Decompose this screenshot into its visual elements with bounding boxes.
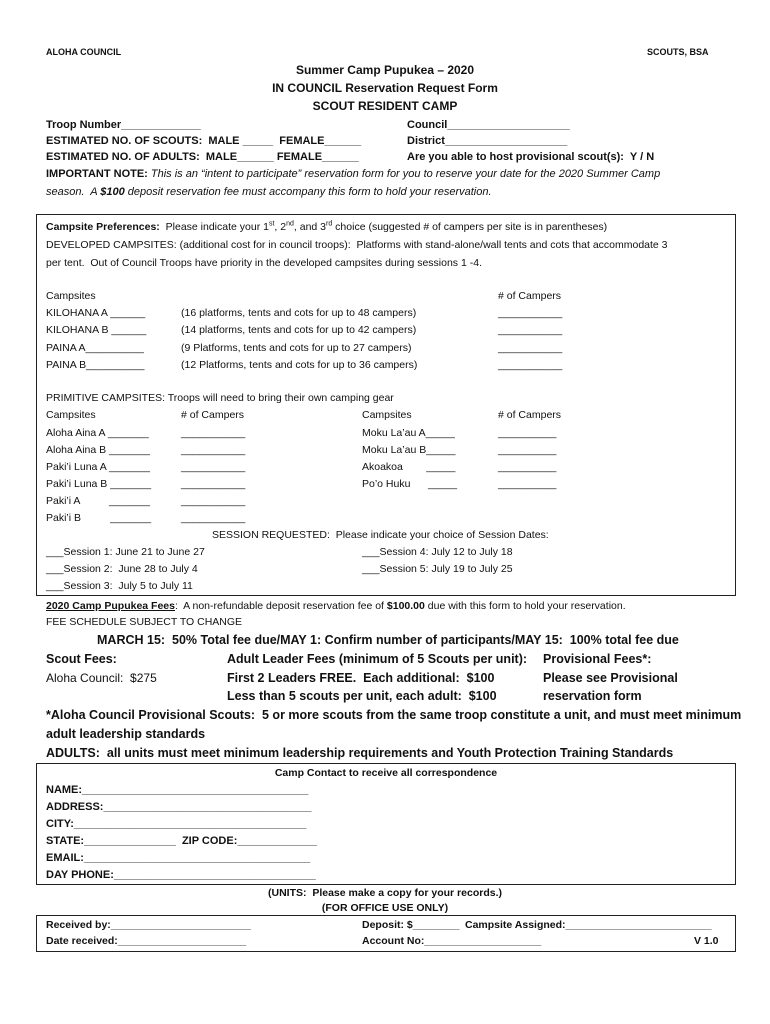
account-no-field[interactable]: Account No:____________________ bbox=[362, 935, 542, 947]
primitive-site-name[interactable]: Moku La’au A_____ bbox=[362, 427, 455, 439]
session-option[interactable]: ___Session 2: June 28 to July 4 bbox=[46, 563, 198, 575]
primitive-campsites-col: Campsites bbox=[46, 409, 96, 421]
version-label: V 1.0 bbox=[694, 935, 719, 947]
header-right: SCOUTS, BSA bbox=[647, 47, 709, 57]
developed-site-name[interactable]: PAINA A__________ bbox=[46, 342, 144, 354]
developed-site-desc: (12 Platforms, tents and cots for up to 36 campers) bbox=[181, 359, 418, 371]
office-use-label: (FOR OFFICE USE ONLY) bbox=[321, 902, 449, 914]
contact-name-field[interactable]: NAME:_____________________________________ bbox=[46, 784, 309, 796]
session-option[interactable]: ___Session 4: July 12 to July 18 bbox=[362, 546, 513, 558]
primitive-site-name[interactable]: Paki’i A _______ bbox=[46, 495, 150, 507]
fee-schedule-note: FEE SCHEDULE SUBJECT TO CHANGE bbox=[46, 616, 243, 628]
primitive-site-name[interactable]: Akoakoa _____ bbox=[362, 461, 456, 473]
primitive-site-campers[interactable]: ___________ bbox=[181, 495, 246, 507]
campers-header: # of Campers bbox=[498, 290, 562, 302]
primitive-site-name[interactable]: Paki’i Luna A _______ bbox=[46, 461, 150, 473]
session-requested-header: SESSION REQUESTED: Please indicate your choice of Session Dates: bbox=[212, 529, 549, 541]
primitive-site-name[interactable]: Moku La’au B_____ bbox=[362, 444, 456, 456]
primitive-site-campers[interactable]: __________ bbox=[498, 427, 557, 439]
primitive-campers-col: # of Campers bbox=[181, 409, 245, 421]
council-field[interactable]: Council____________________ bbox=[407, 119, 570, 131]
primitive-site-name[interactable]: Po’o Huku _____ bbox=[362, 478, 458, 490]
adult-fees-header: Adult Leader Fees (minimum of 5 Scouts per unit): bbox=[227, 652, 528, 666]
primitive-site-campers[interactable]: ___________ bbox=[181, 461, 246, 473]
district-field[interactable]: District____________________ bbox=[407, 135, 568, 147]
estimated-adults-field[interactable]: ESTIMATED NO. OF ADULTS: MALE______ FEMALE______ bbox=[46, 151, 359, 163]
fee-deadlines: MARCH 15: 50% Total fee due/MAY 1: Confirm number of participants/MAY 15: 100% total fee due bbox=[97, 633, 679, 647]
primitive-site-campers[interactable]: __________ bbox=[498, 478, 557, 490]
session-option[interactable]: ___Session 5: July 19 to July 25 bbox=[362, 563, 513, 575]
primitive-site-name[interactable]: Aloha Aina B _______ bbox=[46, 444, 150, 456]
contact-phone-field[interactable]: DAY PHONE:_________________________________ bbox=[46, 869, 316, 881]
received-by-field[interactable]: Received by:________________________ bbox=[46, 919, 251, 931]
provisional-scouts-field[interactable]: Are you able to host provisional scout(s): Y / N bbox=[407, 151, 655, 163]
form-subtitle: IN COUNCIL Reservation Request Form bbox=[272, 81, 498, 95]
primitive-campsites-col2: Campsites bbox=[362, 409, 412, 421]
developed-site-name[interactable]: PAINA B__________ bbox=[46, 359, 145, 371]
developed-site-desc: (14 platforms, tents and cots for up to 42 campers) bbox=[181, 324, 417, 336]
troop-number-field[interactable]: Troop Number_____________ bbox=[46, 119, 201, 131]
primitive-site-name[interactable]: Paki’i Luna B _______ bbox=[46, 478, 152, 490]
primitive-site-campers[interactable]: ___________ bbox=[181, 444, 246, 456]
contact-city-field[interactable]: CITY:______________________________________ bbox=[46, 818, 307, 830]
provisional-fees-header: Provisional Fees*: bbox=[543, 652, 652, 666]
primitive-site-campers[interactable]: __________ bbox=[498, 444, 557, 456]
primitive-campers-col2: # of Campers bbox=[498, 409, 562, 421]
primitive-site-name[interactable]: Paki’i B _______ bbox=[46, 512, 152, 524]
developed-site-desc: (16 platforms, tents and cots for up to 48 campers) bbox=[181, 307, 417, 319]
contact-state-zip-field[interactable]: STATE:_______________ ZIP CODE:_____________ bbox=[46, 835, 317, 847]
campsites-header: Campsites bbox=[46, 290, 96, 302]
important-note-label: IMPORTANT NOTE: bbox=[46, 168, 148, 180]
important-note-line1: IMPORTANT NOTE: This is an “intent to participate” reservation form for you to reserve your date for the 2020 Summer Camp bbox=[46, 168, 661, 180]
provisional-fee-line2: reservation form bbox=[543, 689, 642, 703]
session-option[interactable]: ___Session 1: June 21 to June 27 bbox=[46, 546, 205, 558]
form-title: Summer Camp Pupukea – 2020 bbox=[295, 63, 475, 77]
form-camp-type: SCOUT RESIDENT CAMP bbox=[312, 99, 458, 113]
provisional-fee-line1: Please see Provisional bbox=[543, 671, 678, 685]
developed-site-campers[interactable]: ___________ bbox=[498, 324, 563, 336]
camp-fees-label: 2020 Camp Pupukea Fees bbox=[46, 600, 175, 612]
developed-campsites-desc: DEVELOPED CAMPSITES: (additional cost for in council troops): Platforms with stand-alone/wall tents and cots that accommodate 3 bbox=[46, 239, 668, 251]
provisional-note: *Aloha Council Provisional Scouts: 5 or more scouts from the same troop constitute a unit, and must meet minimum bbox=[46, 708, 742, 722]
primitive-site-campers[interactable]: __________ bbox=[498, 461, 557, 473]
units-copy-note: (UNITS: Please make a copy for your records.) bbox=[268, 887, 502, 899]
adult-fee-line2: Less than 5 scouts per unit, each adult: $100 bbox=[227, 689, 497, 703]
session-option[interactable]: ___Session 3: July 5 to July 11 bbox=[46, 580, 193, 592]
adults-requirement-note: ADULTS: all units must meet minimum leadership requirements and Youth Protection Training Standards bbox=[46, 746, 674, 760]
camp-fees-line: 2020 Camp Pupukea Fees: A non-refundable deposit reservation fee of $100.00 due with this form to hold your reservation. bbox=[46, 600, 626, 612]
aloha-council-fee: Aloha Council: $275 bbox=[46, 671, 157, 685]
deposit-field[interactable]: Deposit: $________ bbox=[362, 919, 460, 931]
developed-site-name[interactable]: KILOHANA A ______ bbox=[46, 307, 146, 319]
primitive-site-name[interactable]: Aloha Aina A _______ bbox=[46, 427, 149, 439]
important-note-line2: season. A $100 deposit reservation fee must accompany this form to hold your reservation. bbox=[46, 186, 492, 198]
primitive-campsites-header: PRIMITIVE CAMPSITES: Troops will need to bring their own camping gear bbox=[46, 392, 394, 404]
provisional-note-cont: adult leadership standards bbox=[46, 727, 206, 741]
contact-title: Camp Contact to receive all correspondence bbox=[274, 767, 498, 779]
estimated-scouts-field[interactable]: ESTIMATED NO. OF SCOUTS: MALE _____ FEMALE______ bbox=[46, 135, 362, 147]
campsite-assigned-field[interactable]: Campsite Assigned:_________________________ bbox=[465, 919, 712, 931]
developed-site-desc: (9 Platforms, tents and cots for up to 27 campers) bbox=[181, 342, 412, 354]
header-left: ALOHA COUNCIL bbox=[46, 47, 122, 57]
date-received-field[interactable]: Date received:______________________ bbox=[46, 935, 247, 947]
developed-campsites-desc2: per tent. Out of Council Troops have priority in the developed campsites during sessions 1 -4. bbox=[46, 257, 482, 269]
developed-site-campers[interactable]: ___________ bbox=[498, 342, 563, 354]
developed-site-name[interactable]: KILOHANA B ______ bbox=[46, 324, 147, 336]
primitive-site-campers[interactable]: ___________ bbox=[181, 427, 246, 439]
developed-site-campers[interactable]: ___________ bbox=[498, 359, 563, 371]
primitive-site-campers[interactable]: ___________ bbox=[181, 512, 246, 524]
adult-fee-line1: First 2 Leaders FREE. Each additional: $100 bbox=[227, 671, 495, 685]
primitive-site-campers[interactable]: ___________ bbox=[181, 478, 246, 490]
developed-site-campers[interactable]: ___________ bbox=[498, 307, 563, 319]
contact-email-field[interactable]: EMAIL:_____________________________________ bbox=[46, 852, 311, 864]
campsite-preferences: Campsite Preferences: Please indicate your 1st, 2nd, and 3rd choice (suggested # of campers per site is in parentheses) bbox=[46, 220, 608, 233]
scout-fees-header: Scout Fees: bbox=[46, 652, 117, 666]
contact-address-field[interactable]: ADDRESS:__________________________________ bbox=[46, 801, 312, 813]
